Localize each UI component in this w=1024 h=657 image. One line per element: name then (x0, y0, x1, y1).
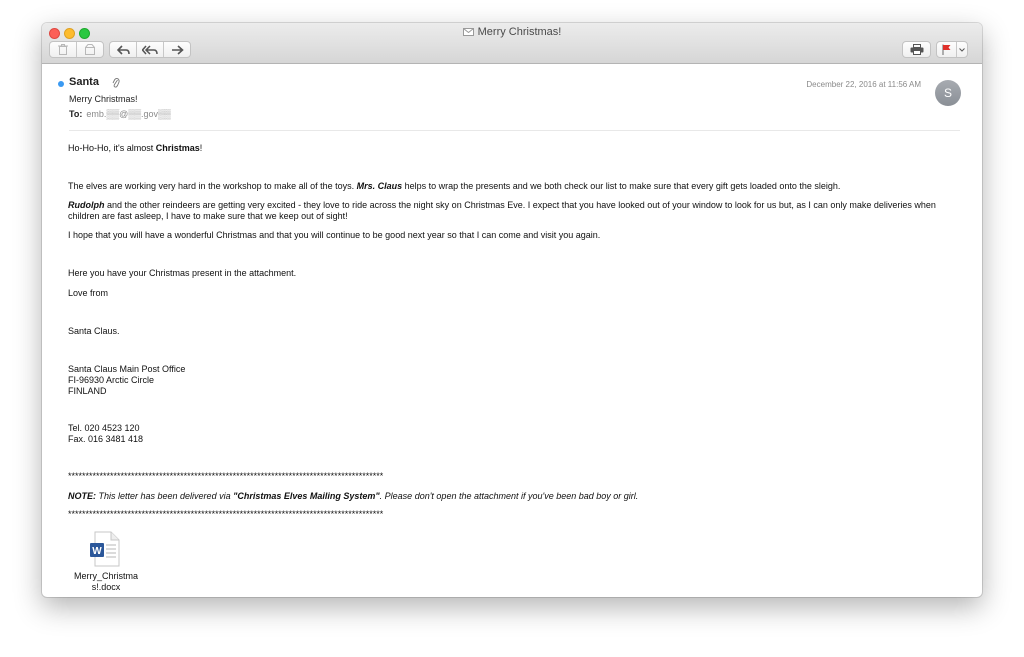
p1-bold: Mrs. Claus (356, 181, 403, 191)
paragraph-hope: I hope that you will have a wonderful Christmas and that you will continue to be good next year so that I can come and visit you again. (68, 230, 601, 240)
greeting-bold: Christmas (155, 143, 200, 153)
attachment-filename-line-1: Merry_Christma (73, 571, 138, 581)
delete-junk-group (49, 41, 104, 58)
separator-stars-top: ****************************************************************************************** (68, 471, 384, 481)
note-end: . Please don't open the attachment if you've been bad boy or girl. (379, 491, 639, 501)
p2-text: and the other reindeers are getting very excited - they love to ride across the night sky on Christmas Eve. I expect that you have looked out of your window to look for us but, as I can only make deliveries when children are fast asleep, I have to make sure that we keep out of sight! (68, 200, 936, 221)
paperclip-icon (112, 75, 120, 93)
paragraph-elves (68, 181, 840, 192)
flag-menu-chevron-down-icon[interactable] (957, 48, 967, 52)
flag-button[interactable] (936, 41, 968, 58)
note-bold: "Christmas Elves Mailing System" (233, 491, 380, 501)
address-line-3: FINLAND (68, 386, 107, 396)
to-label: To: (69, 109, 83, 119)
fax: Fax. 016 3481 418 (68, 434, 144, 444)
trash-icon (58, 44, 68, 55)
note-label: NOTE: (68, 491, 96, 501)
signature: Santa Claus. (68, 326, 120, 336)
junk-button[interactable] (77, 44, 103, 55)
note-text: This letter has been delivered via (96, 491, 234, 501)
greeting-line (68, 143, 202, 154)
unread-indicator (58, 81, 64, 87)
title-bar (42, 23, 982, 64)
p1-text: The elves are working very hard in the workshop to make all of the toys. (68, 181, 357, 191)
mail-window (42, 23, 982, 597)
address-line-2: FI-96930 Arctic Circle (68, 375, 155, 385)
recipient-line (69, 109, 171, 119)
reply-group (109, 41, 191, 58)
sender-avatar: S (935, 80, 961, 106)
message-subject: Merry Christmas! (69, 94, 138, 104)
print-button[interactable] (902, 41, 931, 58)
reply-icon (117, 45, 130, 55)
attachment-filename (72, 571, 140, 593)
address-line-1: Santa Claus Main Post Office (68, 364, 186, 374)
reply-all-icon (142, 45, 158, 55)
paragraph-love: Love from (68, 288, 109, 298)
recipient-address[interactable]: emb.▒▒@▒▒.gov▒▒ (86, 109, 171, 119)
svg-text:W: W (92, 546, 102, 557)
paragraph-present: Here you have your Christmas present in the attachment. (68, 268, 297, 278)
p1-end: helps to wrap the presents and we both check our list to make sure that every gift gets loaded onto the sleigh. (402, 181, 841, 191)
reply-button[interactable] (110, 45, 136, 55)
sender-name[interactable]: Santa (69, 76, 99, 88)
greeting-text: Ho-Ho-Ho, it's almost (68, 143, 156, 153)
word-document-icon (89, 531, 121, 572)
message-date: December 22, 2016 at 11:56 AM (806, 80, 921, 89)
header-divider (69, 130, 960, 131)
reply-all-button[interactable] (137, 45, 163, 55)
attachment-filename-line-2: s!.docx (91, 582, 121, 592)
paragraph-rudolph (68, 200, 968, 222)
envelope-icon (463, 27, 474, 39)
flag-icon (937, 44, 956, 55)
separator-stars-bottom: ****************************************************************************************** (68, 509, 384, 519)
printer-icon (910, 44, 924, 55)
delete-button[interactable] (50, 44, 76, 55)
note-line (68, 491, 638, 502)
junk-icon (84, 44, 96, 55)
greeting-end: ! (199, 143, 203, 153)
p2-bold: Rudolph (68, 200, 105, 210)
window-title (42, 26, 982, 39)
window-title-text: Merry Christmas! (477, 26, 562, 38)
telephone: Tel. 020 4523 120 (68, 423, 140, 433)
message-header (42, 64, 982, 130)
forward-button[interactable] (164, 45, 190, 55)
forward-icon (171, 45, 184, 55)
